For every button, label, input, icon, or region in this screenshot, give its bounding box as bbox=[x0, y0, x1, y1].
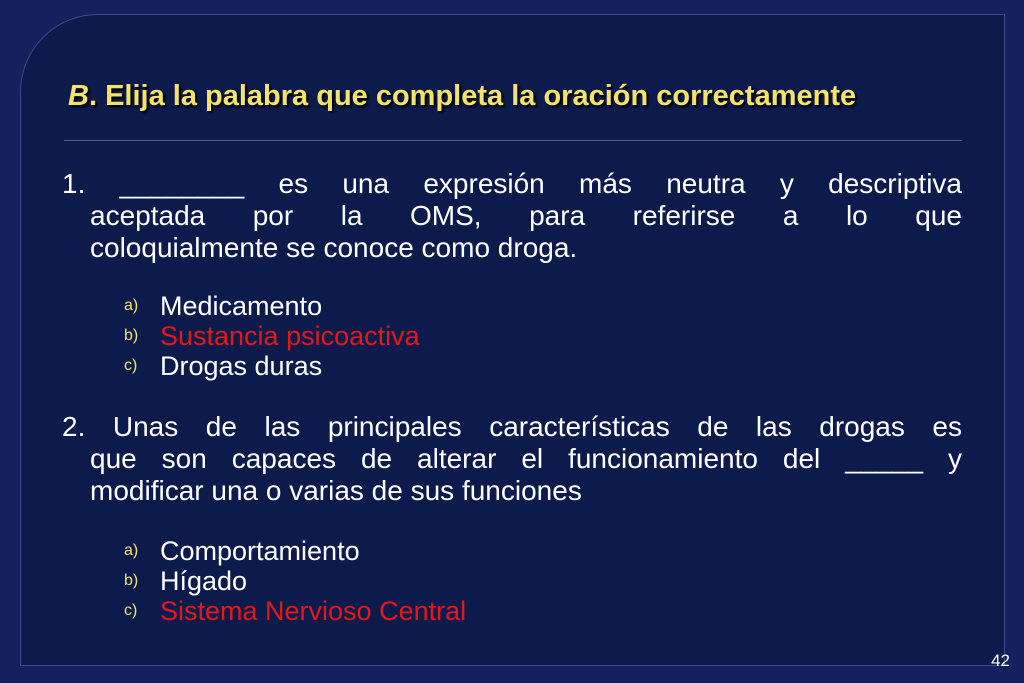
option-q1-b bbox=[124, 321, 724, 351]
question-1 bbox=[62, 168, 962, 264]
option-text: Comportamiento bbox=[160, 536, 360, 566]
option-text: Drogas duras bbox=[160, 351, 323, 381]
question-1-line-3: coloquialmente se conoce como droga. bbox=[90, 232, 578, 263]
option-text-correct: Sistema Nervioso Central bbox=[160, 596, 467, 626]
question-2-options bbox=[124, 536, 724, 626]
question-2 bbox=[62, 411, 962, 507]
slide-title bbox=[68, 80, 968, 113]
question-1-line-1: 1. ________ es una expresión más neutra y descriptiva bbox=[62, 168, 962, 199]
page-number: 42 bbox=[991, 651, 1010, 670]
option-text: Hígado bbox=[160, 566, 248, 596]
option-marker: a) bbox=[124, 542, 139, 559]
option-marker: c) bbox=[124, 602, 138, 619]
title-divider bbox=[64, 140, 962, 141]
question-2-line-2: que son capaces de alterar el funcionamiento del _____ y bbox=[90, 443, 962, 474]
option-marker: b) bbox=[124, 327, 139, 344]
option-marker: a) bbox=[124, 297, 139, 314]
option-marker: b) bbox=[124, 572, 139, 589]
option-q2-b bbox=[124, 566, 724, 596]
option-text-correct: Sustancia psicoactiva bbox=[160, 321, 420, 351]
question-2-line-1: 2. Unas de las principales características de las drogas es bbox=[62, 411, 962, 442]
title-text: . Elija la palabra que completa la oración correctamente bbox=[88, 80, 857, 112]
option-marker: c) bbox=[124, 357, 138, 374]
question-2-line-3: modificar una o varias de sus funciones bbox=[90, 475, 582, 506]
title-prefix: B bbox=[68, 80, 89, 112]
question-1-line-2: aceptada por la OMS, para referirse a lo que bbox=[90, 200, 962, 231]
option-q1-c bbox=[124, 351, 724, 381]
option-text: Medicamento bbox=[160, 291, 323, 321]
question-1-options bbox=[124, 291, 724, 381]
option-q1-a bbox=[124, 291, 724, 321]
option-q2-a bbox=[124, 536, 724, 566]
option-q2-c bbox=[124, 596, 724, 626]
